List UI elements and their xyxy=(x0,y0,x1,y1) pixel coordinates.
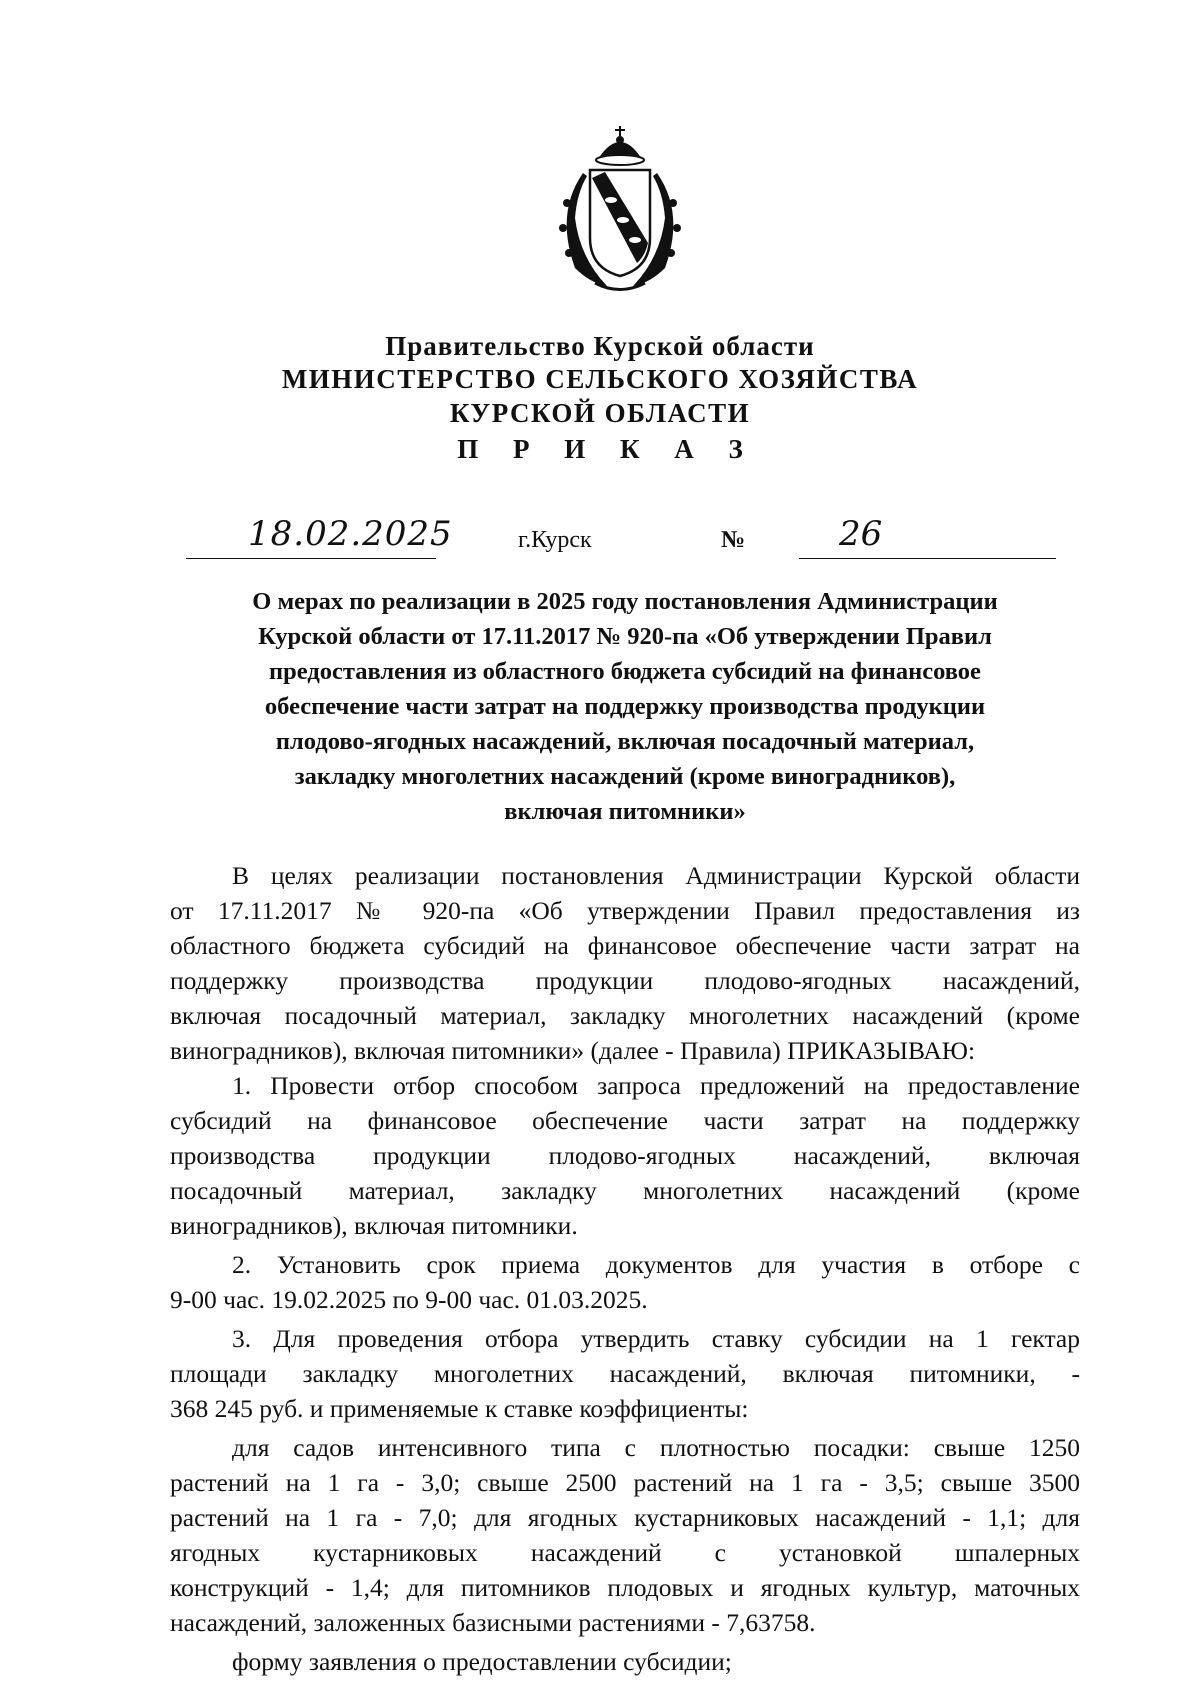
preamble-line: В целях реализации постановления Администрации Курской области xyxy=(232,861,1080,890)
subject-line: плодово-ягодных насаждений, включая посадочный материал, xyxy=(275,728,975,755)
preamble-line: включая посадочный материал, закладку многолетних насаждений (кроме xyxy=(170,1001,1080,1030)
document-header xyxy=(150,330,1050,468)
form-paragraph xyxy=(170,1644,1080,1679)
item-2-line: 9-00 час. 19.02.2025 по 9-00 час. 01.03.2025. xyxy=(170,1285,648,1314)
item-2-line: 2. Установить срок приема документов для участия в отборе с xyxy=(232,1250,1080,1279)
ministry-name-line-2: КУРСКОЙ ОБЛАСТИ xyxy=(449,398,751,428)
item-2-paragraph xyxy=(170,1247,1080,1317)
subject-line: О мерах по реализации в 2025 году постановления Администрации xyxy=(252,588,998,615)
item-1-line: 1. Провести отбор способом запроса предложений на предоставление xyxy=(232,1071,1080,1100)
item-1-paragraph xyxy=(170,1068,1080,1243)
number-field xyxy=(799,514,1056,559)
coefficients-line: ягодных кустарниковых насаждений с установкой шпалерных xyxy=(170,1538,1080,1567)
coefficients-line: растений на 1 га - 7,0; для ягодных кустарниковых насаждений - 1,1; для xyxy=(170,1503,1080,1532)
handwritten-number: 26 xyxy=(839,514,883,554)
document-type-title: П Р И К А З xyxy=(457,434,757,464)
coefficients-line: насаждений, заложенных базисными растениями - 7,63758. xyxy=(170,1608,816,1637)
number-sign: № xyxy=(721,527,746,553)
preamble-line: областного бюджета субсидий на финансовое обеспечение части затрат на xyxy=(170,931,1080,960)
subject-line: предоставления из областного бюджета субсидий на финансовое xyxy=(269,658,981,685)
subject-line: Курской области от 17.11.2017 № 920-па «Об утверждении Правил xyxy=(258,623,992,650)
coefficients-line: растений на 1 га - 3,0; свыше 2500 растений на 1 га - 3,5; свыше 3500 xyxy=(170,1468,1080,1497)
coefficients-line: для садов интенсивного типа с плотностью посадки: свыше 1250 xyxy=(232,1433,1080,1462)
preamble-line: виноградников), включая питомники» (далее - Правила) ПРИКАЗЫВАЮ: xyxy=(170,1036,976,1065)
order-body xyxy=(170,858,1080,1679)
subject-line: обеспечение части затрат на поддержку производства продукции xyxy=(264,693,986,720)
handwritten-date: 18.02.2025 xyxy=(248,514,453,554)
city-label: г.Курск xyxy=(518,527,592,553)
subject-line: закладку многолетних насаждений (кроме виноградников), xyxy=(294,763,956,790)
item-1-line: посадочный материал, закладку многолетних насаждений (кроме xyxy=(170,1176,1080,1205)
form-line: форму заявления о предоставлении субсидии; xyxy=(232,1647,732,1676)
document-meta-row xyxy=(186,514,1056,562)
government-name: Правительство Курской области xyxy=(385,331,815,361)
coefficients-line: конструкций - 1,4; для питомников плодовых и ягодных культур, маточных xyxy=(170,1573,1080,1602)
item-3-line: 3. Для проведения отбора утвердить ставку субсидии на 1 гектар xyxy=(232,1324,1080,1353)
preamble-line: от 17.11.2017 № 920-па «Об утверждении Правил предоставления из xyxy=(170,896,1080,925)
item-3-line: площади закладку многолетних насаждений, включая питомники, - xyxy=(170,1359,1080,1388)
order-subject xyxy=(190,584,1060,829)
item-3-line: 368 245 руб. и применяемые к ставке коэффициенты: xyxy=(170,1394,749,1423)
preamble-paragraph xyxy=(170,858,1080,1068)
coat-of-arms-emblem xyxy=(545,118,695,298)
item-1-line: производства продукции плодово-ягодных насаждений, включая xyxy=(170,1141,1080,1170)
preamble-line: поддержку производства продукции плодово-ягодных насаждений, xyxy=(170,966,1080,995)
item-3-paragraph xyxy=(170,1321,1080,1426)
coefficients-paragraph xyxy=(170,1430,1080,1640)
subject-line: включая питомники» xyxy=(504,798,746,825)
ministry-name-line-1: МИНИСТЕРСТВО СЕЛЬСКОГО ХОЗЯЙСТВА xyxy=(281,364,919,394)
date-field xyxy=(186,514,453,559)
item-1-line: виноградников), включая питомники. xyxy=(170,1211,578,1240)
item-1-line: субсидий на финансовое обеспечение части затрат на поддержку xyxy=(170,1106,1080,1135)
